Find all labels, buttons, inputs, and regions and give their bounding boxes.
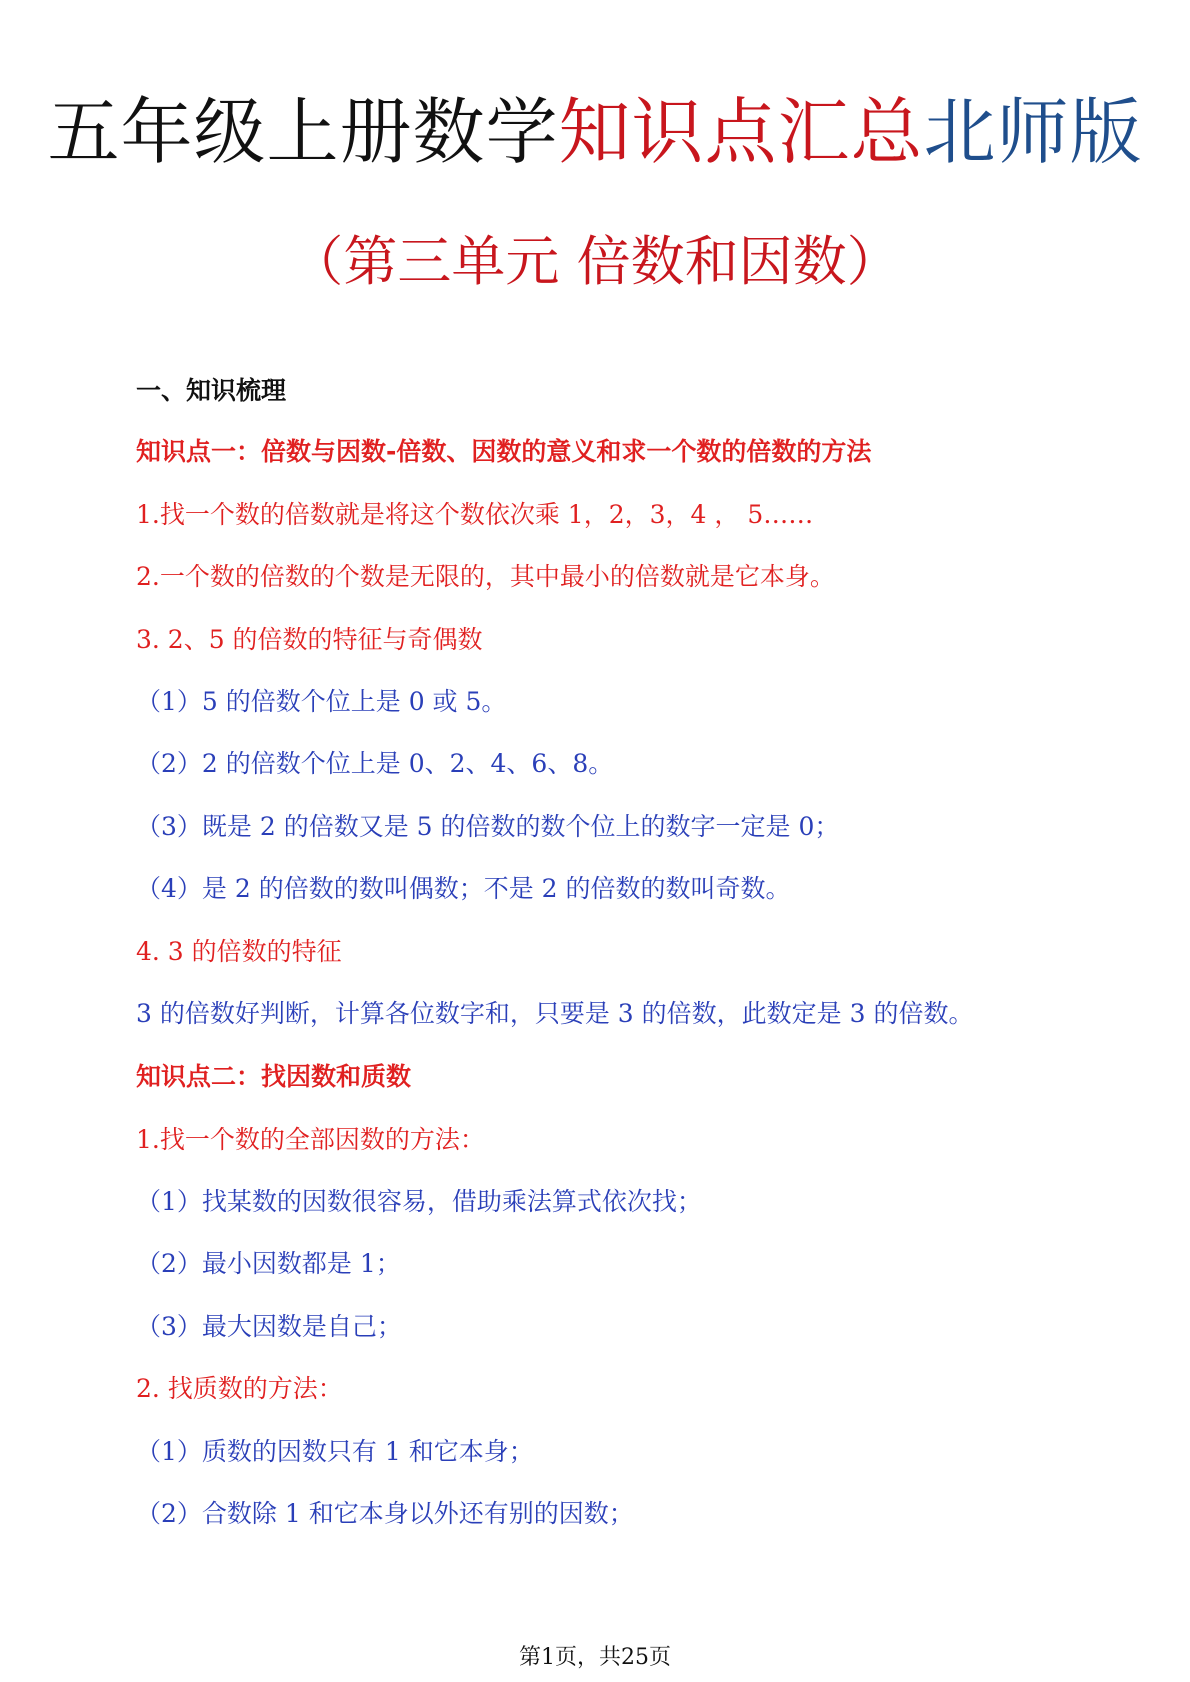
point1-heading: 知识点一：倍数与因数-倍数、因数的意义和求一个数的倍数的方法 — [136, 437, 872, 466]
title-part-edition: 北师版 — [923, 90, 1143, 174]
point1-item2: 2.一个数的倍数的个数是无限的，其中最小的倍数就是它本身。 — [136, 562, 835, 591]
page-footer: 第1页，共25页 — [519, 1645, 671, 1670]
point2-item2: 2. 找质数的方法： — [136, 1374, 343, 1403]
point1-item4: 4. 3 的倍数的特征 — [136, 937, 342, 966]
title-part-summary: 知识点汇总 — [558, 90, 924, 174]
point2-item2-sub1: （1）质数的因数只有 1 和它本身； — [136, 1437, 534, 1466]
point2-item2-sub2: （2）合数除 1 和它本身以外还有别的因数； — [136, 1499, 634, 1528]
page-title — [0, 82, 1190, 182]
point2-item1-sub2: （2）最小因数都是 1； — [136, 1249, 401, 1278]
point1-item3: 3. 2、5 的倍数的特征与奇偶数 — [136, 625, 483, 654]
point1-item3-sub2: （2）2 的倍数个位上是 0、2、4、6、8。 — [136, 749, 614, 778]
point2-heading: 知识点二：找因数和质数 — [136, 1062, 412, 1091]
point1-item3-sub1: （1）5 的倍数个位上是 0 或 5。 — [136, 687, 507, 716]
page-subtitle: （第三单元 倍数和因数） — [289, 230, 901, 293]
point2-item1: 1.找一个数的全部因数的方法： — [136, 1125, 485, 1154]
point2-item1-sub1: （1）找某数的因数很容易，借助乘法算式依次找； — [136, 1187, 702, 1216]
point1-item1: 1.找一个数的倍数就是将这个数依次乘 1，2，3，4 ， 5…… — [136, 500, 814, 529]
section-heading: 一、知识梳理 — [136, 376, 287, 405]
point1-item3-sub3: （3）既是 2 的倍数又是 5 的倍数的数个位上的数字一定是 0； — [136, 812, 840, 841]
point1-item3-sub4: （4）是 2 的倍数的数叫偶数；不是 2 的倍数的数叫奇数。 — [136, 874, 791, 903]
title-part-grade: 五年级上册数学 — [47, 90, 559, 174]
point1-item4-text: 3 的倍数好判断，计算各位数字和，只要是 3 的倍数，此数定是 3 的倍数。 — [136, 999, 974, 1028]
point2-item1-sub3: （3）最大因数是自己； — [136, 1312, 402, 1341]
